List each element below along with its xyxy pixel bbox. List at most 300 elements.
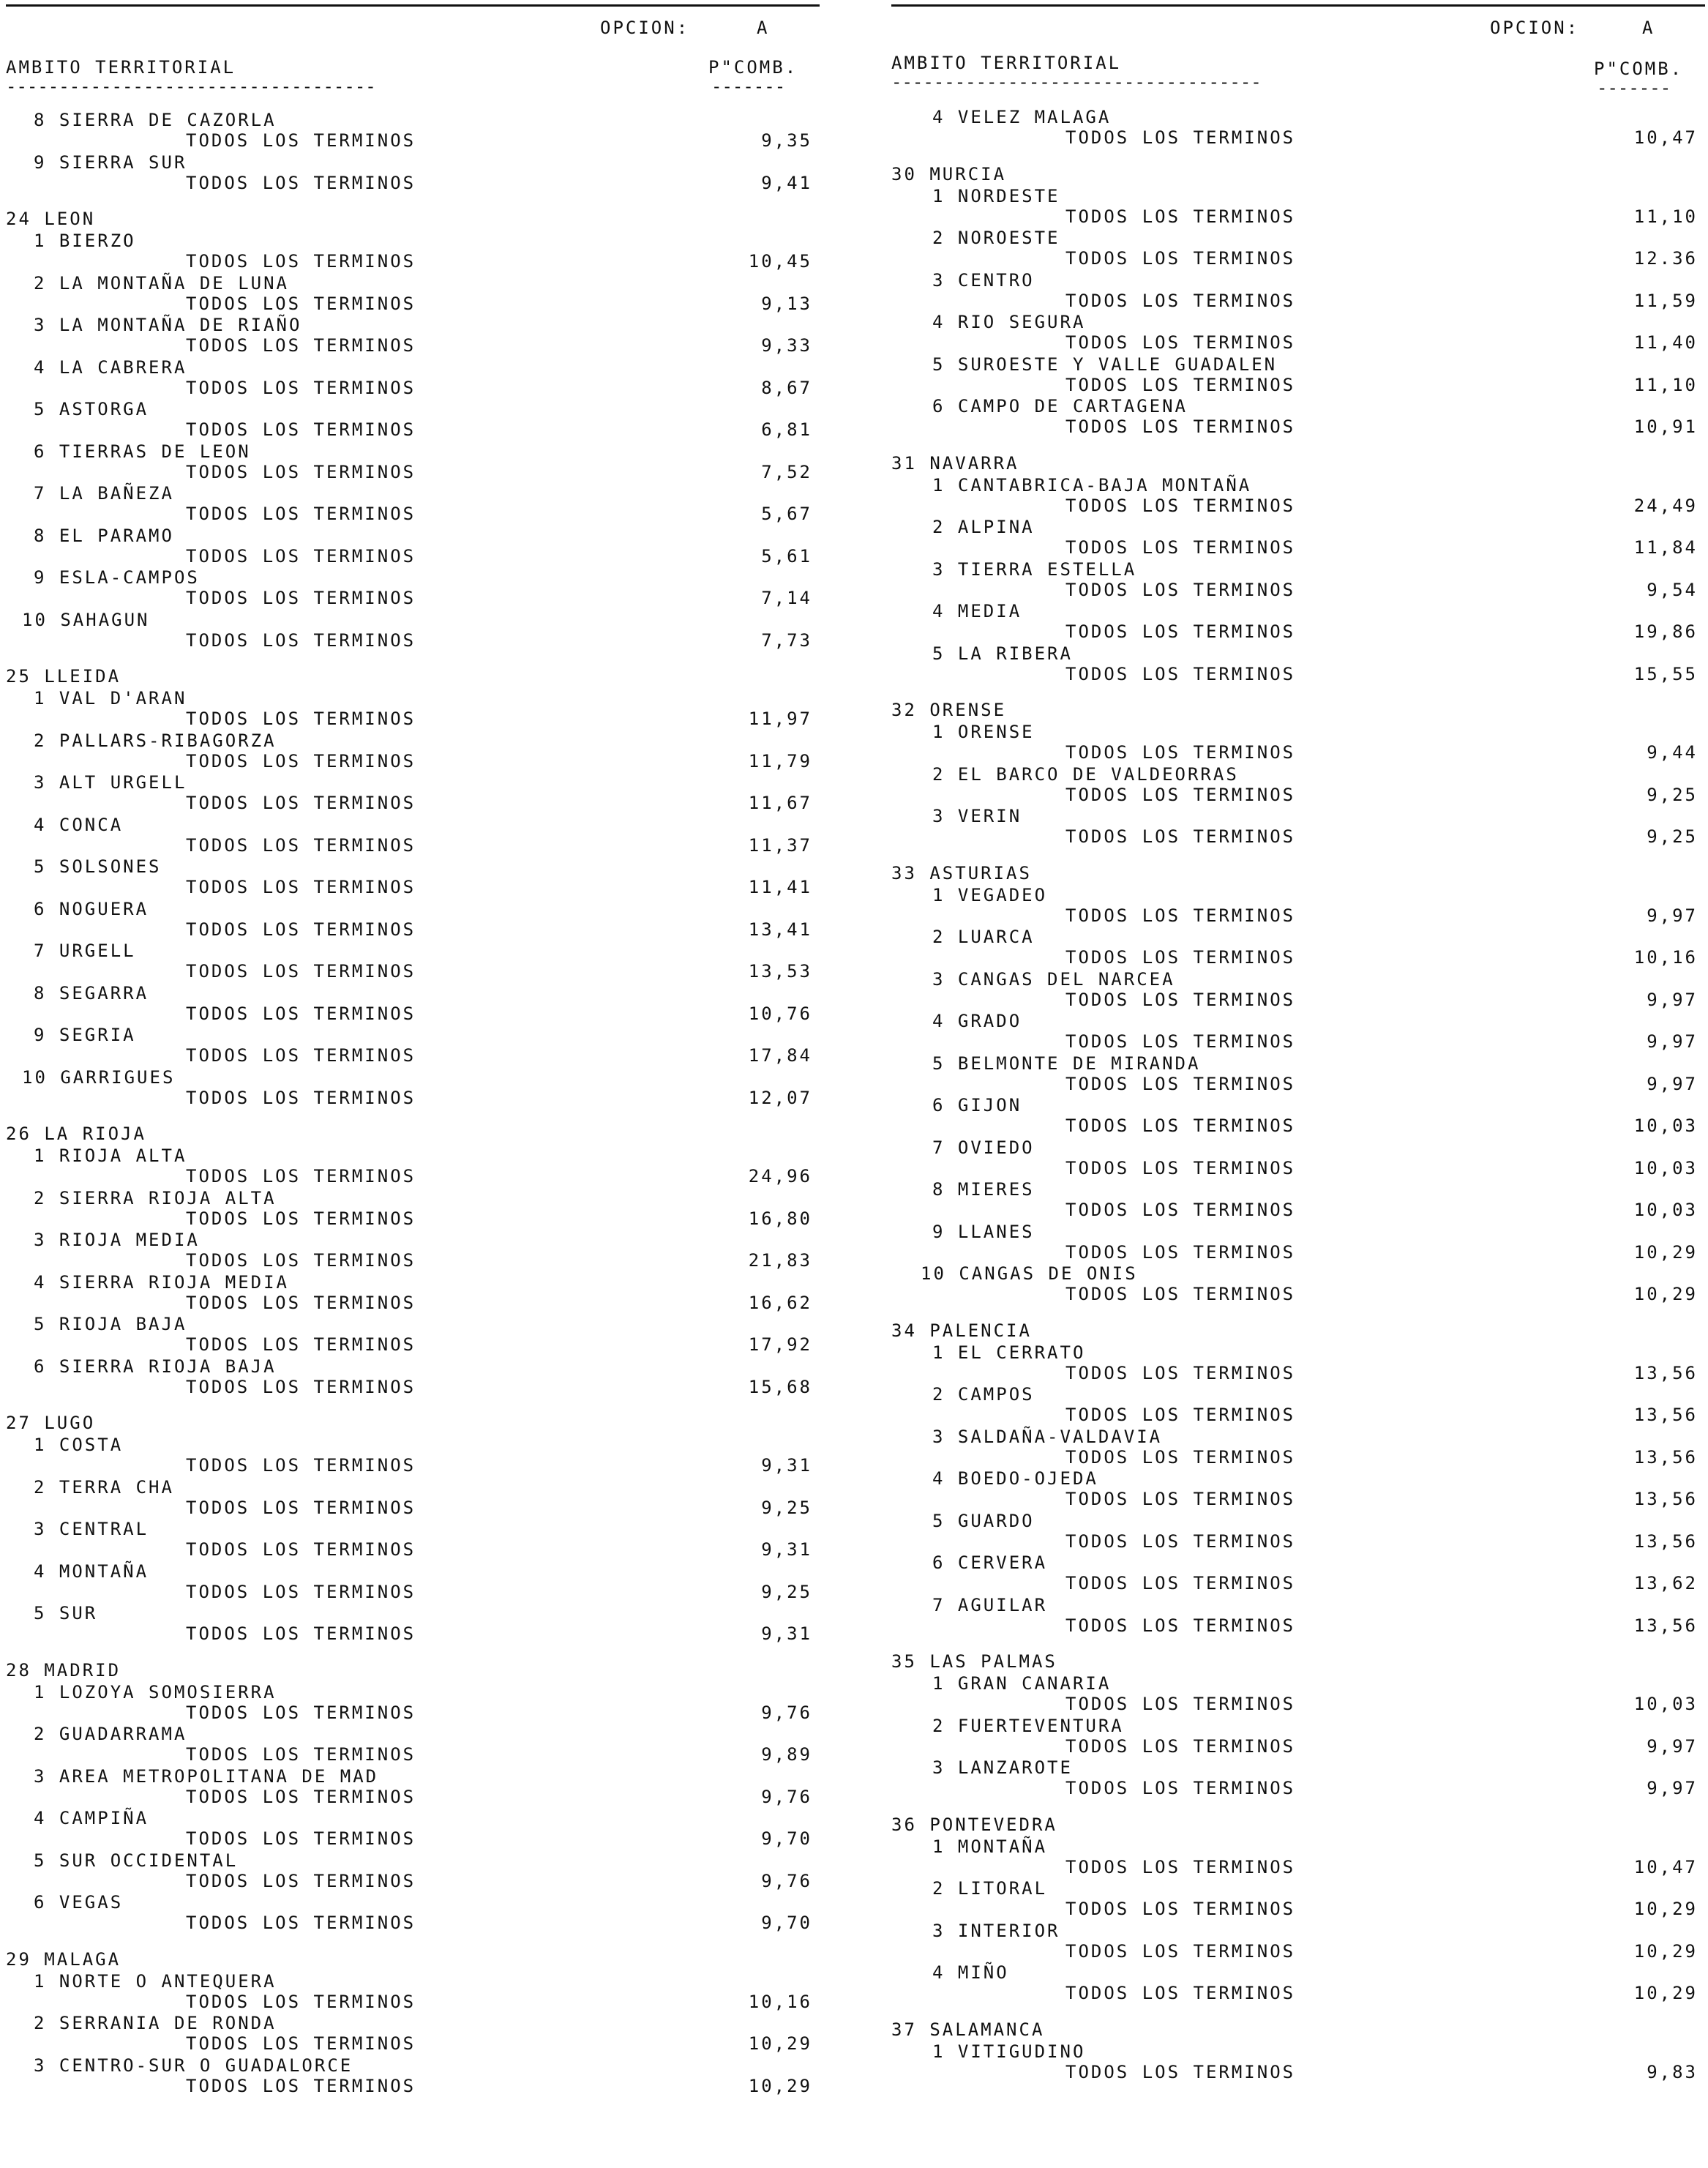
pcomb-value: 9,83: [1647, 2061, 1698, 2082]
comarca-row: [6, 610, 820, 630]
comarca-row: [6, 899, 820, 919]
pcomb-value: 9,25: [761, 1581, 812, 1602]
terms-row-label: TODOS LOS TERMINOS: [186, 1376, 416, 1397]
comarca-row: [6, 1892, 820, 1913]
pcomb-value: 11,79: [748, 750, 812, 771]
terms-row: [6, 1088, 820, 1108]
comarca-row-label: 5 BELMONTE DE MIRANDA: [932, 1053, 1201, 1074]
terms-row: [6, 1913, 820, 1933]
pcomb-value: 9,97: [1647, 1735, 1698, 1757]
pcomb-value: 10,45: [748, 251, 812, 272]
pcomb-value: 11,97: [748, 709, 812, 729]
comarca-row-label: 7 LA BAÑEZA: [34, 483, 174, 504]
comarca-row-label: 3 CANGAS DEL NARCEA: [932, 968, 1175, 990]
comarca-row: [6, 1230, 820, 1250]
terms-row: [891, 1573, 1705, 1593]
terms-row-label: TODOS LOS TERMINOS: [1065, 495, 1296, 516]
terms-row-label: TODOS LOS TERMINOS: [1065, 784, 1296, 805]
pcomb-value: 13,56: [1633, 1405, 1698, 1425]
comarca-row-label: 1 BIERZO: [34, 231, 136, 251]
terms-row-label: TODOS LOS TERMINOS: [186, 629, 416, 651]
comarca-row: [891, 1552, 1705, 1573]
terms-row-label: TODOS LOS TERMINOS: [186, 377, 416, 398]
comarca-row: [891, 1878, 1705, 1899]
province-row: [6, 1413, 820, 1433]
terms-row-label: TODOS LOS TERMINOS: [1065, 537, 1296, 558]
comarca-row-label: 4 RIO SEGURA: [932, 312, 1086, 332]
comarca-row: [891, 1427, 1705, 1447]
comarca-row-label: 6 GIJON: [932, 1095, 1022, 1115]
terms-row-label: TODOS LOS TERMINOS: [186, 1334, 416, 1355]
comarca-row-label: 4 MONTAÑA: [34, 1560, 149, 1582]
comarca-row: [891, 1595, 1705, 1615]
terms-row-label: TODOS LOS TERMINOS: [1065, 1940, 1296, 1962]
terms-row: [6, 335, 820, 356]
terms-row-label: TODOS LOS TERMINOS: [186, 419, 416, 440]
comarca-row: [891, 312, 1705, 332]
comarca-row-label: 4 CONCA: [34, 814, 124, 835]
comarca-row: [891, 1716, 1705, 1736]
terms-row-label: TODOS LOS TERMINOS: [186, 588, 416, 608]
pcomb-value: 9,25: [761, 1497, 812, 1518]
terms-row: [6, 709, 820, 729]
comarca-row: [6, 1682, 820, 1702]
comarca-row-label: 1 GRAN CANARIA: [932, 1673, 1112, 1694]
terms-row-label: TODOS LOS TERMINOS: [1065, 1241, 1296, 1263]
pcomb-value: 16,80: [748, 1208, 812, 1229]
comarca-row-label: 8 SIERRA DE CAZORLA: [34, 110, 277, 130]
comarca-row-label: 2 ALPINA: [932, 517, 1035, 537]
comarca-row-label: 2 NOROESTE: [932, 228, 1060, 248]
terms-row: [6, 588, 820, 608]
terms-row: [6, 1702, 820, 1723]
province-row-label: 30 MURCIA: [891, 163, 1007, 184]
terms-row: [891, 1983, 1705, 2003]
comarca-row: [6, 772, 820, 793]
comarca-row: [891, 806, 1705, 826]
comarca-row-label: 1 CANTABRICA-BAJA MONTAÑA: [932, 474, 1252, 496]
terms-row: [6, 1045, 820, 1066]
pcomb-value: 10,03: [1633, 1115, 1698, 1136]
terms-row: [891, 826, 1705, 847]
pcomb-value: 19,86: [1633, 621, 1698, 642]
pcomb-value: 11,41: [748, 877, 812, 897]
comarca-row: [6, 483, 820, 504]
pcomb-value: 13,56: [1633, 1362, 1698, 1383]
comarca-row-label: 9 ESLA-CAMPOS: [34, 567, 200, 588]
terms-row: [6, 835, 820, 856]
province-row: [6, 1949, 820, 1970]
terms-row: [6, 462, 820, 482]
comarca-row: [891, 1053, 1705, 1074]
province-row: [6, 1660, 820, 1681]
comarca-row: [6, 1808, 820, 1828]
terms-row-label: TODOS LOS TERMINOS: [1065, 1200, 1296, 1220]
terms-row: [891, 1115, 1705, 1136]
terms-row: [6, 1003, 820, 1024]
comarca-row: [6, 1435, 820, 1455]
terms-row-label: TODOS LOS TERMINOS: [1065, 905, 1296, 926]
province-row-label: 35 LAS PALMAS: [891, 1651, 1057, 1672]
terms-row-label: TODOS LOS TERMINOS: [1065, 947, 1296, 968]
pcomb-value: 11,84: [1633, 537, 1698, 558]
pcomb-value: 9,70: [761, 1913, 812, 1933]
terms-row: [6, 294, 820, 314]
comarca-row-label: 2 CAMPOS: [932, 1384, 1035, 1405]
ambito-header: AMBITO TERRITORIAL: [891, 53, 1122, 73]
comarca-row: [891, 1962, 1705, 1983]
pcomb-value: 17,92: [748, 1334, 812, 1355]
comarca-row-label: 3 CENTRAL: [34, 1519, 149, 1539]
comarca-row-label: 1 VEGADEO: [932, 884, 1048, 905]
comarca-row: [6, 526, 820, 546]
terms-row-label: TODOS LOS TERMINOS: [1065, 1073, 1296, 1094]
comarca-row: [891, 722, 1705, 742]
terms-row: [891, 375, 1705, 395]
pcomb-value: 11,10: [1633, 374, 1698, 395]
pcomb-value: 10,47: [1633, 1856, 1698, 1877]
province-row-label: 28 MADRID: [6, 1659, 121, 1681]
terms-row: [6, 961, 820, 982]
terms-row-label: TODOS LOS TERMINOS: [186, 1702, 416, 1723]
top-rule: [6, 4, 820, 7]
comarca-row-label: 9 SEGRIA: [34, 1025, 136, 1045]
comarca-row: [6, 1356, 820, 1377]
comarca-row-label: 1 EL CERRATO: [932, 1342, 1086, 1363]
comarca-row: [6, 1314, 820, 1334]
comarca-row: [6, 1067, 820, 1088]
pcomb-value: 10,03: [1633, 1694, 1698, 1714]
comarca-row: [891, 475, 1705, 496]
pcomb-value: 9,25: [1647, 826, 1698, 847]
terms-row-label: TODOS LOS TERMINOS: [186, 545, 416, 567]
terms-row: [6, 1787, 820, 1807]
comarca-row-label: 2 LUARCA: [932, 927, 1035, 947]
pcomb-value: 5,61: [761, 545, 812, 567]
option-label: OPCION:: [600, 18, 690, 38]
top-rule: [891, 4, 1705, 7]
comarca-row: [891, 1179, 1705, 1200]
pcomb-header: P"COMB.: [708, 57, 798, 78]
pcomb-value: 15,68: [748, 1376, 812, 1397]
pcomb-value: 17,84: [748, 1045, 812, 1066]
comarca-row-label: 4 GRADO: [932, 1011, 1022, 1031]
terms-row-label: TODOS LOS TERMINOS: [1065, 1115, 1296, 1136]
pcomb-value: 9,25: [1647, 784, 1698, 805]
terms-row: [6, 2076, 820, 2096]
terms-row: [6, 919, 820, 940]
terms-row: [891, 1284, 1705, 1304]
province-row-label: 29 MALAGA: [6, 1948, 121, 1970]
terms-row: [891, 496, 1705, 516]
pcomb-value: 9,41: [761, 172, 812, 193]
comarca-row: [6, 567, 820, 588]
pcomb-value: 10,29: [1633, 1899, 1698, 1919]
terms-row-label: TODOS LOS TERMINOS: [186, 1292, 416, 1313]
pcomb-value: 9,97: [1647, 1031, 1698, 1052]
comarca-row: [891, 1011, 1705, 1031]
comarca-row: [6, 2055, 820, 2076]
terms-row: [891, 1242, 1705, 1263]
terms-row-label: TODOS LOS TERMINOS: [1065, 1983, 1296, 2003]
terms-row-label: TODOS LOS TERMINOS: [186, 1581, 416, 1602]
terms-row-label: TODOS LOS TERMINOS: [186, 1455, 416, 1476]
comarca-row: [6, 815, 820, 835]
terms-row: [891, 1447, 1705, 1468]
pcomb-value: 5,67: [761, 504, 812, 524]
terms-row-label: TODOS LOS TERMINOS: [1065, 1778, 1296, 1798]
terms-row-label: TODOS LOS TERMINOS: [186, 1539, 416, 1560]
terms-row-label: TODOS LOS TERMINOS: [1065, 1489, 1296, 1509]
terms-row-label: TODOS LOS TERMINOS: [1065, 1899, 1296, 1919]
comarca-row: [891, 1836, 1705, 1857]
comarca-row-label: 3 LANZAROTE: [932, 1757, 1073, 1778]
comarca-row: [891, 1757, 1705, 1778]
comarca-row-label: 8 EL PARAMO: [34, 525, 174, 546]
terms-row-label: TODOS LOS TERMINOS: [1065, 127, 1296, 148]
comarca-row-label: 1 LOZOYA SOMOSIERRA: [34, 1681, 277, 1702]
comarca-row: [6, 441, 820, 462]
comarca-row-label: 2 LA MONTAÑA DE LUNA: [34, 272, 289, 294]
pcomb-value: 12.36: [1633, 248, 1698, 269]
pcomb-value: 13,56: [1633, 1489, 1698, 1509]
comarca-row-label: 4 LA CABRERA: [34, 356, 187, 378]
terms-row-label: TODOS LOS TERMINOS: [1065, 1573, 1296, 1593]
comarca-row: [6, 315, 820, 335]
comarca-row: [891, 1511, 1705, 1531]
terms-row-label: TODOS LOS TERMINOS: [186, 1744, 416, 1765]
comarca-row: [891, 601, 1705, 621]
comarca-row-label: 1 NORDESTE: [932, 185, 1060, 206]
terms-row: [6, 1623, 820, 1644]
terms-row: [6, 1334, 820, 1355]
pcomb-value: 7,14: [761, 588, 812, 608]
terms-row: [891, 1405, 1705, 1425]
pcomb-value: 21,83: [748, 1250, 812, 1271]
terms-row-label: TODOS LOS TERMINOS: [1065, 621, 1296, 642]
pcomb-value: 9,97: [1647, 989, 1698, 1010]
comarca-row-label: 1 NORTE O ANTEQUERA: [34, 1970, 277, 1992]
comarca-row-label: 3 RIOJA MEDIA: [34, 1230, 200, 1250]
comarca-row: [891, 517, 1705, 537]
comarca-row-label: 4 SIERRA RIOJA MEDIA: [34, 1271, 289, 1293]
pcomb-value: 9,31: [761, 1455, 812, 1476]
terms-row-label: TODOS LOS TERMINOS: [186, 1623, 416, 1644]
pcomb-value: 9,97: [1647, 1073, 1698, 1094]
pcomb-value: 6,81: [761, 419, 812, 440]
ambito-header: AMBITO TERRITORIAL: [6, 57, 236, 78]
province-row: [6, 666, 820, 687]
terms-row: [891, 206, 1705, 227]
terms-row-label: TODOS LOS TERMINOS: [1065, 579, 1296, 600]
terms-row: [891, 621, 1705, 642]
comarca-row: [6, 1850, 820, 1871]
pcomb-value: 7,52: [761, 461, 812, 482]
comarca-row: [891, 107, 1705, 127]
comarca-row-label: 5 SOLSONES: [34, 856, 162, 877]
terms-row: [6, 1166, 820, 1186]
comarca-row: [6, 399, 820, 419]
pcomb-value: 13,56: [1633, 1530, 1698, 1552]
pcomb-value: 10,29: [748, 2033, 812, 2054]
terms-row-label: TODOS LOS TERMINOS: [186, 877, 416, 897]
header-underline: -----------------------------------: [6, 76, 376, 97]
comarca-row-label: 2 SERRANIA DE RONDA: [34, 2013, 277, 2033]
comarca-row: [6, 273, 820, 294]
pcomb-value: 9,76: [761, 1786, 812, 1807]
terms-row: [891, 1899, 1705, 1919]
terms-row: [6, 546, 820, 567]
province-row: [891, 1814, 1705, 1835]
terms-row-label: TODOS LOS TERMINOS: [1065, 1615, 1296, 1636]
province-row-label: 25 LLEIDA: [6, 666, 121, 687]
terms-row-label: TODOS LOS TERMINOS: [1065, 826, 1296, 847]
pcomb-value: 10,29: [1633, 1284, 1698, 1304]
comarca-row-label: 1 MONTAÑA: [932, 1836, 1048, 1857]
terms-row: [6, 1539, 820, 1560]
terms-row: [891, 1778, 1705, 1798]
comarca-row: [6, 688, 820, 709]
comarca-row-label: 8 SEGARRA: [34, 982, 149, 1003]
terms-row-label: TODOS LOS TERMINOS: [186, 1003, 416, 1024]
comarca-row: [6, 1188, 820, 1208]
province-row: [891, 1320, 1705, 1341]
comarca-row: [6, 1025, 820, 1045]
terms-row: [891, 1200, 1705, 1220]
pcomb-value: 10,16: [748, 1991, 812, 2012]
terms-row-label: TODOS LOS TERMINOS: [186, 251, 416, 272]
comarca-row-label: 2 FUERTEVENTURA: [932, 1715, 1124, 1736]
comarca-row: [891, 1342, 1705, 1363]
comarca-row-label: 4 MEDIA: [932, 601, 1022, 621]
province-row: [891, 1651, 1705, 1672]
terms-row: [6, 630, 820, 651]
comarca-row-label: 3 TIERRA ESTELLA: [932, 558, 1137, 580]
comarca-row: [891, 354, 1705, 375]
terms-row: [891, 905, 1705, 926]
comarca-row-label: 6 CAMPO DE CARTAGENA: [932, 396, 1188, 416]
terms-row: [891, 1736, 1705, 1757]
comarca-row: [891, 2041, 1705, 2062]
comarca-row: [6, 1724, 820, 1744]
left-column: [6, 0, 820, 2168]
comarca-row: [891, 1137, 1705, 1158]
comarca-row-label: 7 AGUILAR: [932, 1594, 1048, 1615]
comarca-row-label: 3 ALT URGELL: [34, 772, 187, 793]
comarca-row: [891, 228, 1705, 248]
terms-row-label: TODOS LOS TERMINOS: [186, 1087, 416, 1108]
terms-row: [891, 1489, 1705, 1509]
pcomb-value: 9,76: [761, 1870, 812, 1891]
terms-row: [6, 1992, 820, 2012]
terms-row: [891, 947, 1705, 968]
comarca-row-label: 5 ASTORGA: [34, 399, 149, 419]
terms-row: [891, 537, 1705, 558]
province-row: [6, 1124, 820, 1144]
comarca-row-label: 3 VERIN: [932, 806, 1022, 826]
terms-row-label: TODOS LOS TERMINOS: [186, 1497, 416, 1518]
pcomb-header: P"COMB.: [1594, 59, 1684, 79]
terms-row: [6, 1377, 820, 1397]
terms-row: [6, 1250, 820, 1271]
right-column: [891, 0, 1705, 2168]
pcomb-value: 24,96: [748, 1166, 812, 1186]
header-underline: -----------------------------------: [891, 72, 1262, 92]
comarca-row: [891, 1384, 1705, 1405]
option-value: A: [1642, 18, 1655, 38]
pcomb-value: 11,59: [1633, 290, 1698, 311]
terms-row-label: TODOS LOS TERMINOS: [1065, 416, 1296, 437]
pcomb-value: 11,37: [748, 834, 812, 856]
option-label: OPCION:: [1490, 18, 1580, 38]
comarca-row-label: 6 CERVERA: [932, 1552, 1048, 1573]
terms-row-label: TODOS LOS TERMINOS: [186, 2033, 416, 2054]
comarca-row-label: 6 SIERRA RIOJA BAJA: [34, 1356, 277, 1377]
comarca-row-label: 2 LITORAL: [932, 1878, 1048, 1899]
terms-row-label: TODOS LOS TERMINOS: [1065, 1446, 1296, 1468]
comarca-row-label: 1 VAL D'ARAN: [34, 688, 187, 709]
comarca-row: [891, 396, 1705, 416]
pcomb-value: 10,16: [1633, 947, 1698, 968]
pcomb-value: 9,97: [1647, 905, 1698, 926]
pcomb-value: 10,47: [1633, 127, 1698, 148]
terms-row-label: TODOS LOS TERMINOS: [186, 1913, 416, 1933]
province-row-label: 36 PONTEVEDRA: [891, 1814, 1057, 1835]
terms-row-label: TODOS LOS TERMINOS: [1065, 1735, 1296, 1757]
terms-row: [891, 1531, 1705, 1552]
province-row-label: 33 ASTURIAS: [891, 862, 1032, 883]
comarca-row-label: 2 GUADARRAMA: [34, 1724, 187, 1744]
terms-row: [891, 1941, 1705, 1962]
comarca-row-label: 4 BOEDO-OJEDA: [932, 1468, 1098, 1489]
comarca-row: [6, 983, 820, 1003]
terms-row-label: TODOS LOS TERMINOS: [1065, 1284, 1296, 1304]
comarca-row: [6, 1477, 820, 1498]
comarca-row-label: 9 SIERRA SUR: [34, 152, 187, 173]
pcomb-value: 9,76: [761, 1702, 812, 1723]
comarca-row-label: 5 SUR: [34, 1603, 98, 1623]
comarca-row: [6, 1603, 820, 1623]
terms-row: [6, 130, 820, 151]
comarca-row: [6, 1766, 820, 1787]
comarca-row-label: 4 CAMPIÑA: [34, 1808, 149, 1828]
comarca-row-label: 10 SAHAGUN: [22, 609, 150, 630]
terms-row-label: TODOS LOS TERMINOS: [186, 1870, 416, 1891]
comarca-row-label: 9 LLANES: [932, 1221, 1035, 1242]
terms-row-label: TODOS LOS TERMINOS: [186, 1166, 416, 1186]
comarca-row: [891, 969, 1705, 990]
pcomb-value: 12,07: [748, 1087, 812, 1108]
terms-row: [6, 751, 820, 771]
terms-row: [6, 1293, 820, 1313]
comarca-row: [891, 1673, 1705, 1694]
terms-row: [891, 1363, 1705, 1383]
province-row-label: 26 LA RIOJA: [6, 1124, 146, 1144]
terms-row-label: TODOS LOS TERMINOS: [186, 461, 416, 482]
terms-row-label: TODOS LOS TERMINOS: [1065, 374, 1296, 395]
pcomb-underline: -------: [711, 76, 786, 97]
terms-row-label: TODOS LOS TERMINOS: [186, 293, 416, 314]
terms-row: [891, 664, 1705, 684]
terms-row-label: TODOS LOS TERMINOS: [1065, 2061, 1296, 2082]
terms-row: [891, 1074, 1705, 1094]
pcomb-value: 11,10: [1633, 206, 1698, 227]
terms-row: [891, 1615, 1705, 1636]
terms-row-label: TODOS LOS TERMINOS: [186, 172, 416, 193]
terms-row-label: TODOS LOS TERMINOS: [1065, 1362, 1296, 1383]
comarca-row-label: 1 ORENSE: [932, 722, 1035, 742]
province-row: [891, 2019, 1705, 2040]
